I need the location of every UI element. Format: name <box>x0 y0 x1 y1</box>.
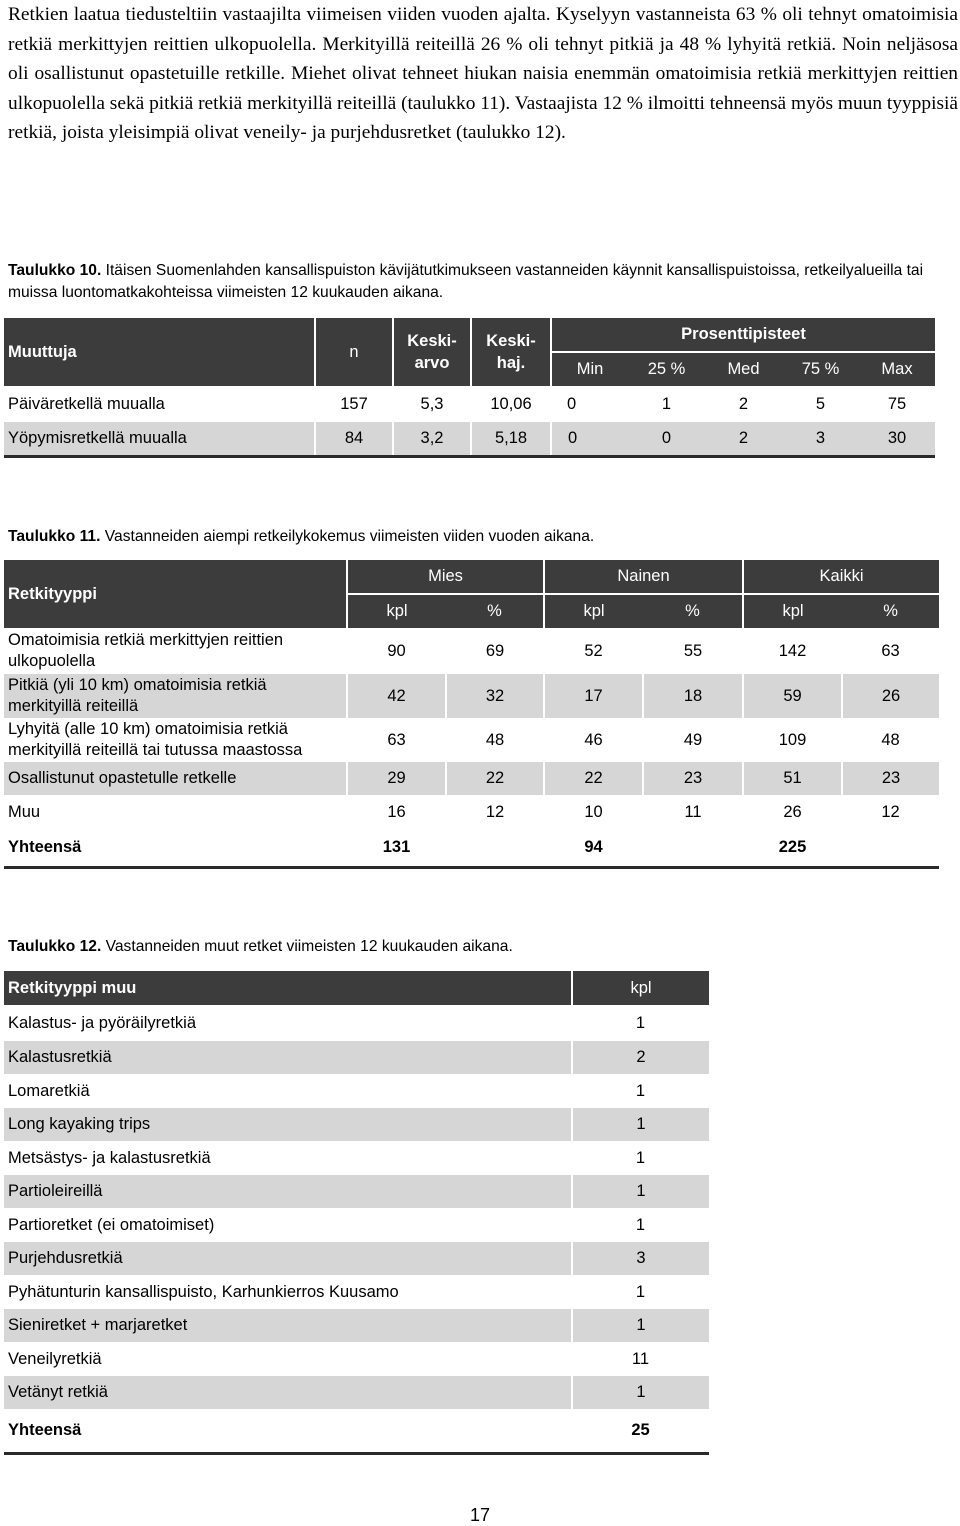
table10-caption-text: Itäisen Suomenlahden kansallispuiston kävijätutkimukseen vastanneiden käynnit kansallispuistoissa, retkeilyalueilla tai muissa luontomatkakohteissa viimeisten 12 kuukauden aikana. <box>8 262 924 301</box>
t11-row-label <box>4 674 347 718</box>
t11-row-label-line2: merkityillä reiteillä tai tutussa maastossa <box>8 741 303 759</box>
t11-cell: 48 <box>485 730 505 749</box>
t10-cell-mean: 3,2 <box>393 422 471 456</box>
t11-cell: 52 <box>584 641 603 660</box>
t12-cell-kpl: 1 <box>636 1316 646 1334</box>
t10-cell-min: 0 <box>551 422 628 456</box>
table-total-row <box>4 829 939 867</box>
t12-total-label: Yhteensä <box>4 1409 572 1453</box>
t12-cell-kpl: 1 <box>636 1383 646 1401</box>
t10-cell-med: 2 <box>738 394 749 413</box>
t12-row-label: Metsästys- ja kalastusretkiä <box>8 1148 211 1167</box>
t12-total-kpl: 25 <box>572 1409 709 1453</box>
t12-cell-kpl: 1 <box>635 1148 646 1167</box>
t11-cell: 46 <box>584 730 603 749</box>
t10-row-label: Päiväretkellä muualla <box>8 394 165 413</box>
table-row <box>4 386 935 422</box>
t12-row-label: Sieniretket + marjaretket <box>4 1309 572 1342</box>
page-number: 17 <box>469 1505 491 1525</box>
t11-header-kpl: kpl <box>743 594 842 628</box>
t11-cell: 22 <box>544 762 643 795</box>
table-row <box>4 1074 709 1108</box>
intro-paragraph: Retkien laatua tiedusteltiin vastaajilta viimeisen viiden vuoden ajalta. Kyselyyn vastanneista 63 % oli tehnyt omatoimisia retkiä merkittyjen reittien ulkopuolella. Merkityillä reiteillä 26 % oli tehnyt pitkiä ja 48 % lyhyitä retkiä. Noin neljäsosa oli osallistunut opastetuille retkille. Miehet olivat tehneet hiukan naisia enemmän omatoimisia retkiä merkittyjen reittien ulkopuolella sekä pitkiä retkiä merkityillä reiteillä (taulukko 11). Vastaajista 12 % ilmoitti tehneensä myös muun tyyppisiä retkiä, joista yleisimpiä olivat veneily- ja purjehdusretket (taulukko 12). <box>8 4 958 143</box>
table10-caption-label: Taulukko 10. <box>8 262 102 279</box>
t12-row-label: Partioretket (ei omatoimiset) <box>8 1215 215 1234</box>
table-12 <box>4 971 709 1455</box>
t10-cell-n: 84 <box>315 422 393 456</box>
table-row <box>4 1309 709 1342</box>
table11-caption <box>8 526 594 548</box>
t12-cell-kpl: 2 <box>636 1048 646 1066</box>
t11-cell: 23 <box>643 762 743 795</box>
t10-cell-p25: 0 <box>628 422 705 456</box>
t10-header-p75: 75 % <box>782 352 859 386</box>
t11-row-label-line2: ulkopuolella <box>8 652 96 670</box>
t11-cell: 49 <box>683 730 703 749</box>
table12-caption-label: Taulukko 12. <box>8 938 102 955</box>
table-row <box>4 795 939 829</box>
t11-cell: 51 <box>743 762 842 795</box>
table-row <box>4 1108 709 1141</box>
t11-cell: 142 <box>778 641 807 660</box>
table-row <box>4 1175 709 1208</box>
t10-row-label: Yöpymisretkellä muualla <box>4 422 315 456</box>
t11-total-label: Yhteensä <box>4 829 347 867</box>
t11-cell: 11 <box>684 802 702 821</box>
t12-cell-kpl: 1 <box>635 1013 646 1032</box>
table12-caption-text: Vastanneiden muut retket viimeisten 12 kuukauden aikana. <box>101 938 513 955</box>
table-row <box>4 674 939 718</box>
t10-cell-sd: 5,18 <box>471 422 551 456</box>
table-row <box>4 1342 709 1376</box>
t10-cell-p75: 5 <box>815 394 826 413</box>
table12-caption <box>8 936 513 958</box>
table-10 <box>4 318 935 458</box>
t11-header-kaikki: Kaikki <box>743 560 939 594</box>
t11-cell: 69 <box>485 641 505 660</box>
t12-row-label: Vetänyt retkiä <box>4 1376 572 1409</box>
t10-cell-max: 75 <box>887 394 907 413</box>
table-total-row <box>4 1409 709 1453</box>
t10-header-variable: Muuttuja <box>4 318 315 386</box>
t12-cell-kpl: 1 <box>635 1215 646 1234</box>
t12-row-label: Long kayaking trips <box>4 1108 572 1141</box>
t10-cell-med: 2 <box>705 422 782 456</box>
t10-cell-sd: 10,06 <box>490 394 532 413</box>
t11-cell: 12 <box>881 802 900 821</box>
t12-row-label: Kalastus- ja pyöräilyretkiä <box>8 1013 196 1032</box>
t10-header-n: n <box>315 318 393 386</box>
t11-cell: 17 <box>544 674 643 718</box>
t11-cell: 48 <box>881 730 900 749</box>
t12-header-type: Retkityyppi muu <box>4 971 572 1005</box>
table-row <box>4 1242 709 1275</box>
t11-cell: 23 <box>881 769 901 787</box>
t10-cell-min: 0 <box>567 394 577 413</box>
table-row <box>4 422 935 456</box>
t11-cell: 12 <box>485 802 505 821</box>
t10-header-p25: 25 % <box>628 352 705 386</box>
table11-caption-label: Taulukko 11. <box>8 528 101 545</box>
t11-row-label-line2: merkityillä reiteillä <box>8 697 139 715</box>
t11-total-kaikki: 225 <box>743 829 842 867</box>
t12-row-label: Partioleireillä <box>4 1175 572 1208</box>
t11-cell: 22 <box>446 762 544 795</box>
t12-cell-kpl: 1 <box>635 1282 646 1301</box>
table-row <box>4 718 939 762</box>
t11-cell: 32 <box>446 674 544 718</box>
t11-header-pct: % <box>446 594 544 628</box>
t10-header-min: Min <box>551 352 628 386</box>
t12-row-label: Purjehdusretkiä <box>4 1242 572 1275</box>
table-row <box>4 1041 709 1074</box>
t10-header-percentiles: Prosenttipisteet <box>551 318 935 352</box>
t11-cell: 109 <box>778 730 807 749</box>
table-row <box>4 1005 709 1041</box>
t12-cell-kpl: 1 <box>636 1115 646 1133</box>
t11-header-nainen: Nainen <box>544 560 743 594</box>
t11-row-label <box>4 718 347 762</box>
t11-header-kpl: kpl <box>544 594 643 628</box>
t11-cell: 59 <box>743 674 842 718</box>
t10-cell-mean: 5,3 <box>420 394 444 413</box>
t12-row-label: Kalastusretkiä <box>4 1041 572 1074</box>
t11-total-mies: 131 <box>347 829 446 867</box>
t11-cell: 90 <box>387 641 406 660</box>
t11-cell: 29 <box>347 762 446 795</box>
t11-header-kpl: kpl <box>347 594 446 628</box>
t11-cell: 55 <box>683 641 703 660</box>
t11-header-mies: Mies <box>347 560 544 594</box>
table11-caption-text: Vastanneiden aiempi retkeilykokemus viimeisten viiden vuoden aikana. <box>100 528 595 545</box>
t11-cell: 63 <box>881 641 900 660</box>
t10-header-med: Med <box>705 352 782 386</box>
table-row <box>4 762 939 795</box>
t11-header-pct: % <box>842 594 939 628</box>
t10-header-sd: Keski- haj. <box>471 318 551 386</box>
t12-cell-kpl: 3 <box>636 1249 646 1267</box>
t10-header-max: Max <box>859 352 935 386</box>
t11-row-label-line1: Lyhyitä (alle 10 km) omatoimisia retkiä <box>8 720 288 738</box>
t11-header-type: Retkityyppi <box>4 560 347 628</box>
t10-cell-n: 157 <box>340 394 368 413</box>
table-row <box>4 1275 709 1309</box>
t11-cell: 42 <box>347 674 446 718</box>
t11-cell: 26 <box>881 686 901 705</box>
t11-row-label-line1: Omatoimisia retkiä merkittyjen reittien <box>8 631 284 649</box>
table-row <box>4 1141 709 1175</box>
t10-cell-max: 30 <box>859 422 935 456</box>
t11-row-label: Osallistunut opastetulle retkelle <box>4 762 347 795</box>
t11-cell: 10 <box>584 802 603 821</box>
t11-cell: 16 <box>387 802 406 821</box>
t10-cell-p75: 3 <box>782 422 859 456</box>
t12-header-kpl: kpl <box>572 971 709 1005</box>
t11-total-nainen: 94 <box>544 829 643 867</box>
table-row <box>4 1208 709 1242</box>
table10-caption <box>8 260 938 304</box>
t10-cell-p25: 1 <box>661 394 672 413</box>
t12-cell-kpl: 1 <box>635 1081 646 1100</box>
t11-row-label: Muu <box>8 802 41 821</box>
table-11 <box>4 560 939 869</box>
t10-header-mean: Keski- arvo <box>393 318 471 386</box>
t11-header-pct: % <box>643 594 743 628</box>
table-row <box>4 1376 709 1409</box>
t12-row-label: Lomaretkiä <box>8 1081 90 1100</box>
t11-cell: 18 <box>643 674 743 718</box>
t12-cell-kpl: 1 <box>636 1182 646 1200</box>
t12-row-label: Pyhätunturin kansallispuisto, Karhunkierros Kuusamo <box>8 1282 399 1301</box>
t11-cell: 26 <box>783 802 802 821</box>
t11-cell: 63 <box>387 730 406 749</box>
table-row <box>4 628 939 674</box>
t12-row-label: Veneilyretkiä <box>8 1349 102 1368</box>
t11-row-label <box>4 628 347 674</box>
t11-row-label-line1: Pitkiä (yli 10 km) omatoimisia retkiä <box>8 676 267 694</box>
t12-cell-kpl: 11 <box>631 1349 650 1368</box>
